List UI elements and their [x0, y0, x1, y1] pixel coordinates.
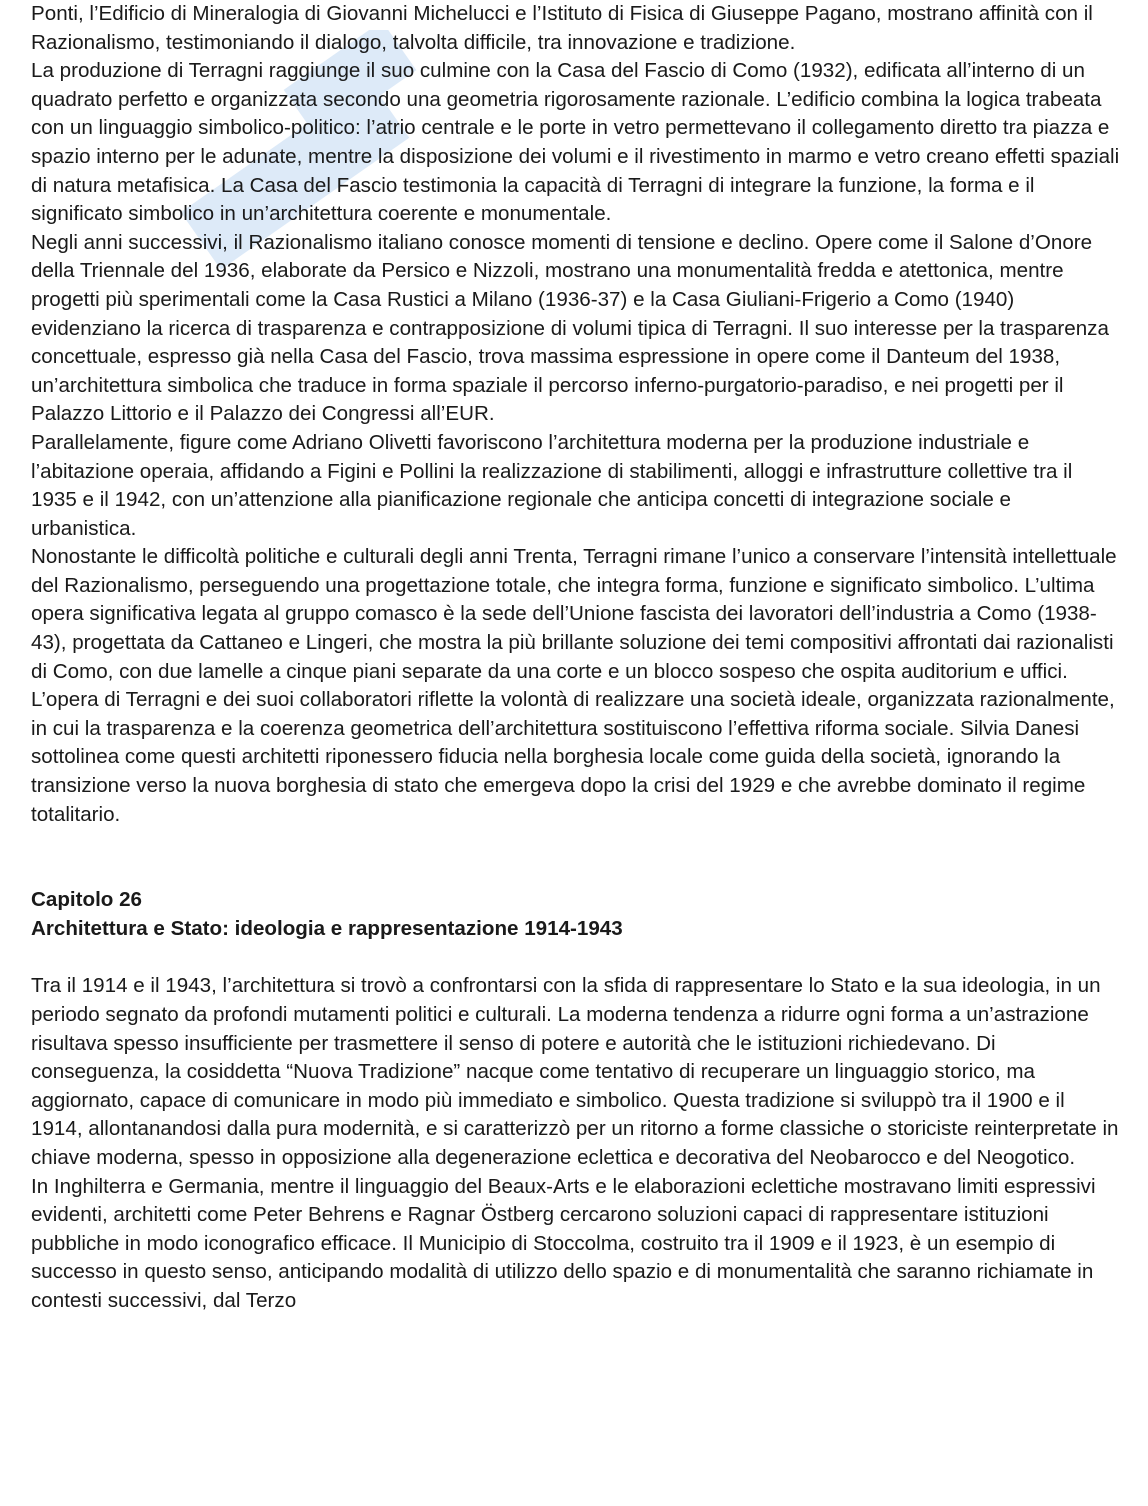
paragraph: L’opera di Terragni e dei suoi collaboratori riflette la volontà di realizzare una società ideale, organizzata razionalmente, in cui la trasparenza e la coerenza geometrica dell’architettura sostituiscono l’effettiva riforma sociale. Silvia Danesi sottolinea come questi architetti riponessero fiducia nella borghesia locale come guida della società, ignorando la transizione verso la nuova borghesia di stato che emergeva dopo la crisi del 1929 e che avrebbe dominato il regime totalitario. — [31, 688, 1115, 826]
paragraph: Negli anni successivi, il Razionalismo italiano conosce momenti di tensione e declino. Opere come il Salone d’Onore della Triennale del 1936, elaborate da Persico e Nizzoli, mostrano una monumentalità fredda e atettonica, mentre progetti più sperimentali come la Casa Rustici a Milano (1936-37) e la Casa Giuliani-Frigerio a Como (1940) evidenziano la ricerca di trasparenza e contrapposizione di volumi tipica di Terragni. Il suo interesse per la trasparenza concettuale, espresso già nella Casa del Fascio, trova massima espressione in opere come il Danteum del 1938, un’architettura simbolica che traduce in forma spaziale il percorso inferno-purgatorio-paradiso, e nei progetti per il Palazzo Littorio e il Palazzo dei Congressi all’EUR. — [31, 230, 1109, 426]
paragraph: In Inghilterra e Germania, mentre il linguaggio del Beaux-Arts e le elaborazioni eclettiche mostravano limiti espressivi evidenti, architetti come Peter Behrens e Ragnar Östberg cercarono soluzioni capaci di rappresentare istituzioni pubbliche in modo iconografico efficace. Il Municipio di Stoccolma, costruito tra il 1909 e il 1923, è un esempio di successo in questo senso, anticipando modalità di utilizzo dello spazio e di monumentalità che saranno richiamate in contesti successivi, dal Terzo — [31, 1174, 1096, 1312]
paragraph: Ponti, l’Edificio di Mineralogia di Giovanni Michelucci e l’Istituto di Fisica di Giuseppe Pagano, mostrano affinità con il Razionalismo, testimoniando il dialogo, talvolta difficile, tra innovazione e tradizione. — [31, 2, 1093, 54]
chapter-label: Capitolo 26 — [31, 888, 142, 912]
document-page — [31, 0, 1121, 1316]
paragraph: La produzione di Terragni raggiunge il suo culmine con la Casa del Fascio di Como (1932), edificata all’interno di un quadrato perfetto e organizzata secondo una geometria rigorosamente razionale. L’edificio combina la logica trabeata con un linguaggio simbolico-politico: l’atrio centrale e le porte in vetro permettevano il collegamento diretto tra piazza e spazio interno per le adunate, mentre la disposizione dei volumi e il rivestimento in marmo e vetro creano effetti spaziali di natura metafisica. La Casa del Fascio testimonia la capacità di Terragni di integrare la funzione, la forma e il significato simbolico in un’architettura coerente e monumentale. — [31, 59, 1120, 226]
paragraph: Parallelamente, figure come Adriano Olivetti favoriscono l’architettura moderna per la produzione industriale e l’abitazione operaia, affidando a Figini e Pollini la realizzazione di stabilimenti, alloggi e infrastrutture collettive tra il 1935 e il 1942, con un’attenzione alla pianificazione regionale che anticipa concetti di integrazione sociale e urbanistica. — [31, 430, 1073, 540]
section-gap — [31, 829, 1121, 886]
chapter-title: Architettura e Stato: ideologia e rappresentazione 1914-1943 — [31, 916, 623, 940]
paragraph: Tra il 1914 e il 1943, l’architettura si trovò a confrontarsi con la sfida di rappresentare lo Stato e la sua ideologia, in un periodo segnato da profondi mutamenti politici e culturali. La moderna tendenza a ridurre ogni forma a un’astrazione risultava spesso insufficiente per trasmettere il senso di potere e autorità che le istituzioni richiedevano. Di conseguenza, la cosiddetta “Nuova Tradizione” nacque come tentativo di recuperare un linguaggio storico, ma aggiornato, capace di comunicare in modo più immediato e simbolico. Questa tradizione si sviluppò tra il 1900 e il 1914, allontanandosi dalla pura modernità, e si caratterizzò per un ritorno a forme classiche o storiciste reinterpretate in chiave moderna, spesso in opposizione alla degenerazione eclettica e decorativa del Neobarocco e del Neogotico. — [31, 974, 1119, 1169]
section-gap — [31, 943, 1121, 972]
paragraph: Nonostante le difficoltà politiche e culturali degli anni Trenta, Terragni rimane l’unico a conservare l’intensità intellettuale del Razionalismo, perseguendo una progettazione totale, che integra forma, funzione e significato simbolico. L’ultima opera significativa legata al gruppo comasco è la sede dell’Unione fascista dei lavoratori dell’industria a Como (1938-43), progettata da Cattaneo e Lingeri, che mostra la più brillante soluzione dei temi compositivi affrontati dai razionalisti di Como, con due lamelle a cinque piani separate da una corte e un blocco sospeso che ospita auditorium e uffici. — [31, 545, 1117, 683]
